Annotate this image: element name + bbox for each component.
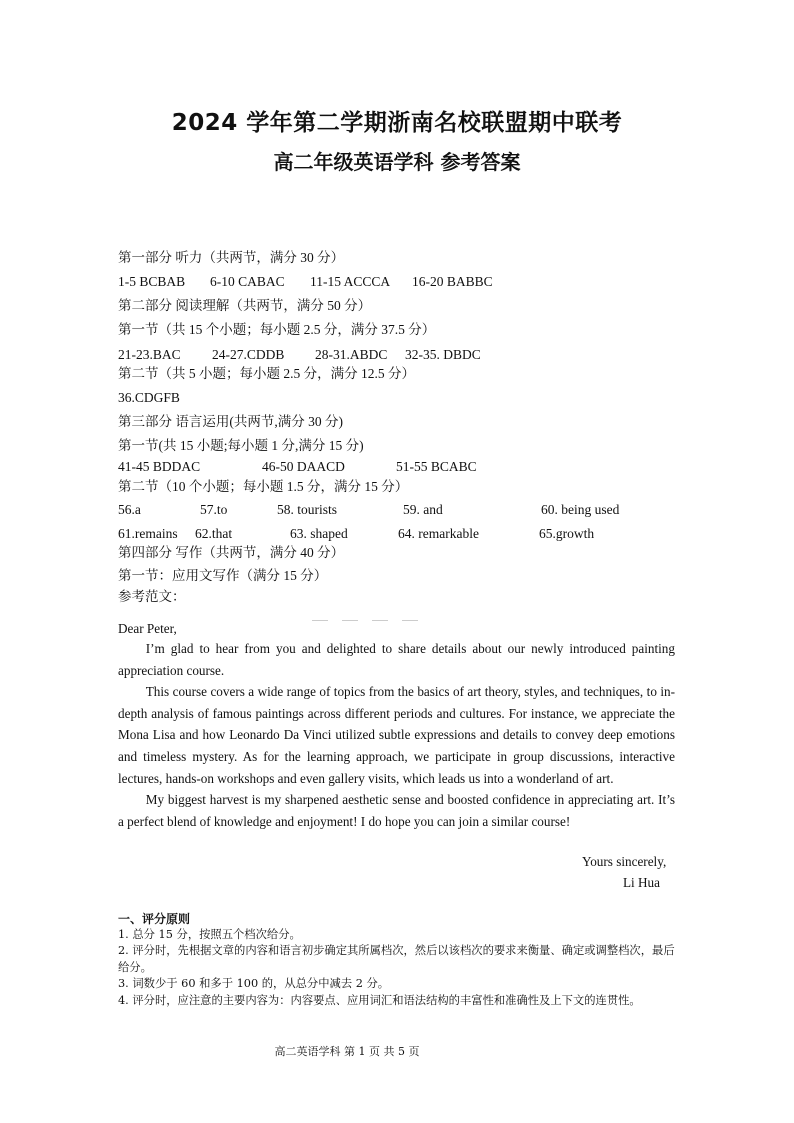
part1-heading: 第一部分 听力（共两节，满分 30 分） [118,250,345,265]
part3-heading: 第三部分 语言运用(共两节,满分 30 分) [118,414,343,429]
part4-heading: 第四部分 写作（共两节，满分 40 分） [118,545,345,560]
cloze-answer: 61.remains [118,526,178,541]
page-footer [0,1043,794,1059]
exam-title: 2024 学年第二学期浙南名校联盟期中联考 [171,110,623,136]
grading-rule: 1. 总分 15 分，按照五个档次给分。 [118,928,301,941]
grading-rule: 3. 词数少于 60 和多于 100 的，从总分中减去 2 分。 [118,977,390,991]
page-number: 高二英语学科 第 1 页 共 5 页 [274,1045,420,1058]
grading-rules [118,927,678,1009]
cloze-answer: 58. tourists [277,502,338,517]
grading-heading: 一、评分原则 [118,912,191,926]
cloze-answer: 62.that [195,526,233,541]
letter-paragraph: This course covers a wide range of topics from the basics of art theory, styles, and techniques, to in-depth analysis of famous paintings across different periods and cultures. For instance, we appreciate the Mona Lisa and how Leonardo Da Vinci utilized subtle expressions and details to convey deep emotions and timeless mystery. As for the learning approach, we participate in group discussions, interactive lectures, hands-on workshops and even gallery visits, which leads us into a wonderland of art. [118,684,675,786]
letter-signature: Li Hua [623,875,660,890]
grading-rule: 2. 评分时，先根据文章的内容和语言初步确定其所属档次，然后以该档次的要求来衡量、确定或调整档次，最后给分。 [118,944,675,974]
cloze-answer: 59. and [403,502,443,517]
grading-rule: 4. 评分时，应注意的主要内容为：内容要点、应用词汇和语法结构的丰富性和准确性及上下文的连贯性。 [118,993,641,1007]
cloze-answer: 64. remarkable [398,526,479,541]
cloze-answer: 56.a [118,502,141,517]
letter-greeting: Dear Peter, [118,621,177,636]
answer-group: 51-55 BCABC [396,459,477,474]
cloze-answer: 65.growth [539,526,595,541]
letter-body [118,638,675,832]
cloze-answer: 57.to [200,502,228,517]
answer-group: 16-20 BABBC [412,274,493,289]
answer-group: 24-27.CDDB [212,347,285,362]
part3-section2-heading: 第二节（10 个小题；每小题 1.5 分，满分 15 分） [118,479,409,494]
part2-section2-heading: 第二节（共 5 小题；每小题 2.5 分，满分 12.5 分） [118,366,415,381]
faint-divider [312,608,442,610]
part4-section1-heading: 第一节：应用文写作（满分 15 分） [118,568,328,583]
part3-section1-heading: 第一节(共 15 小题;每小题 1 分,满分 15 分) [118,438,364,453]
letter-paragraph: My biggest harvest is my sharpened aesthetic sense and boosted confidence in appreciating art. It’s a perfect blend of knowledge and enjoyment! I do hope you can join a similar course! [118,792,675,829]
answer-group: 21-23.BAC [118,347,181,362]
answer-group: 1-5 BCBAB [118,274,186,289]
exam-subtitle: 高二年级英语学科 参考答案 [273,150,521,174]
answer-group: 41-45 BDDAC [118,459,201,474]
letter-paragraph: I’m glad to hear from you and delighted to share details about our newly introduced painting appreciation course. [118,641,675,678]
answer-group: 32-35. DBDC [405,347,481,362]
part2-section1-heading: 第一节（共 15 个小题；每小题 2.5 分，满分 37.5 分） [118,322,436,337]
answer-group: 46-50 DAACD [262,459,345,474]
answer-group: 11-15 ACCCA [310,274,391,289]
answer-group: 6-10 CABAC [210,274,285,289]
cloze-answer: 63. shaped [290,526,348,541]
sample-essay-label: 参考范文： [118,589,186,604]
answer-group: 28-31.ABDC [315,347,388,362]
part2-heading: 第二部分 阅读理解（共两节，满分 50 分） [118,298,372,313]
cloze-answer: 60. being used [541,502,620,517]
letter-closing: Yours sincerely, [582,854,667,869]
part2-section2-answer: 36.CDGFB [118,390,180,405]
